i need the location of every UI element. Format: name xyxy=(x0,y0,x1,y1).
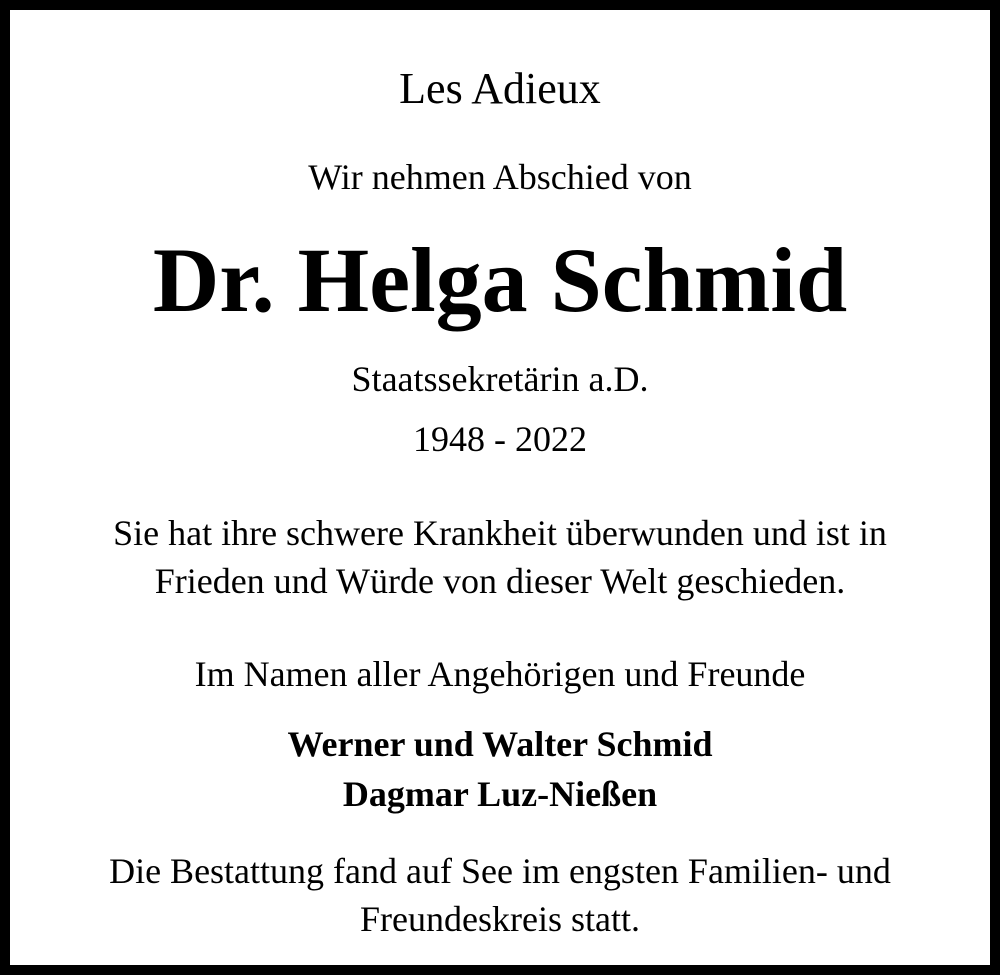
notice-intro: Wir nehmen Abschied von xyxy=(308,157,692,197)
notice-text-line: Frieden und Würde von dieser Welt geschieden. xyxy=(154,561,846,601)
mourner-name: Dagmar Luz-Nießen xyxy=(342,774,658,814)
notice-text-line: Sie hat ihre schwere Krankheit überwunden und ist in xyxy=(113,513,887,553)
mourner-name: Werner und Walter Schmid xyxy=(287,724,713,764)
burial-info-line: Freundeskreis statt. xyxy=(360,899,640,939)
life-years: 1948 - 2022 xyxy=(413,419,587,459)
deceased-title: Staatssekretärin a.D. xyxy=(351,359,649,399)
notice-heading: Les Adieux xyxy=(399,64,601,113)
deceased-name: Dr. Helga Schmid xyxy=(152,229,848,331)
on-behalf-line: Im Namen aller Angehörigen und Freunde xyxy=(194,654,806,694)
burial-info-line: Die Bestattung fand auf See im engsten Familien- und xyxy=(109,851,891,891)
